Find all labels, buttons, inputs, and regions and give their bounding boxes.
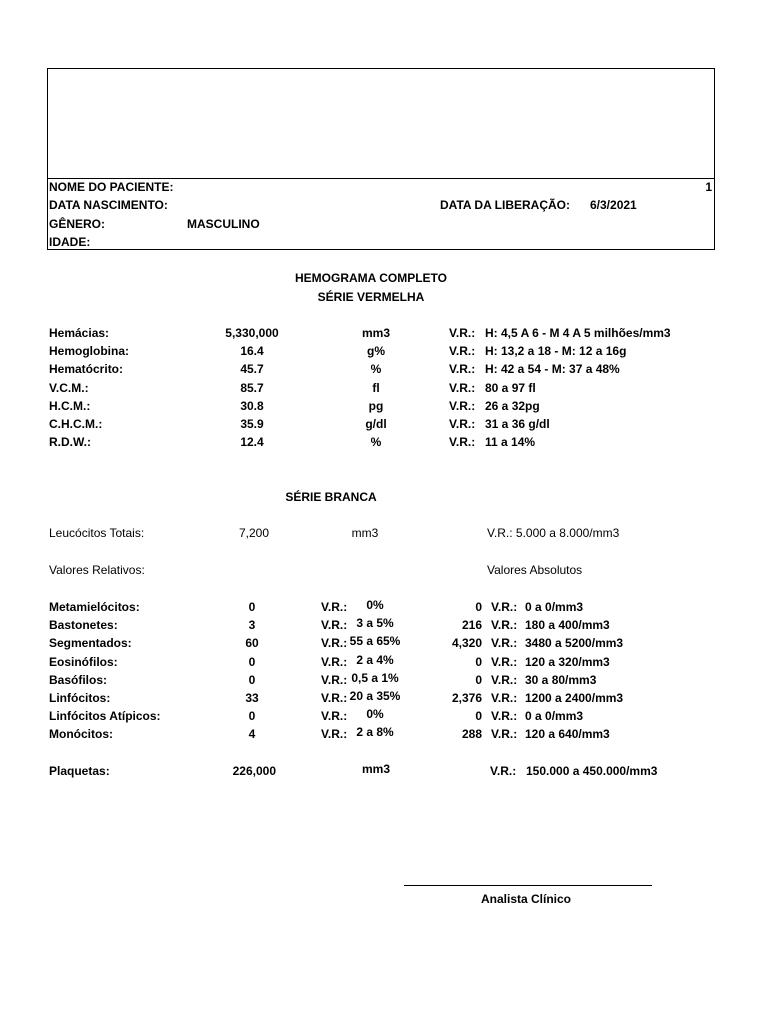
white-row-label: Linfócitos Atípicos: <box>49 709 161 724</box>
white-row-relative-value: 60 <box>245 636 259 651</box>
white-row-vr2-label: V.R.: <box>491 618 518 633</box>
patient-header-box <box>47 68 715 250</box>
white-row-absolute-value: 0 <box>475 709 482 724</box>
red-row-vr-label: V.R.: <box>449 435 476 450</box>
red-row-reference: H: 42 a 54 - M: 37 a 48% <box>485 362 620 377</box>
white-row-label: Segmentados: <box>49 636 132 651</box>
white-row-vr2-label: V.R.: <box>491 636 518 651</box>
white-row-vr2-label: V.R.: <box>491 727 518 742</box>
red-row-label: Hemoglobina: <box>49 344 129 359</box>
white-row-vr2-label: V.R.: <box>491 709 518 724</box>
platelets-vr-label: V.R.: <box>490 764 517 778</box>
white-row-label: Linfócitos: <box>49 691 111 705</box>
white-row-absolute-reference: 1200 a 2400/mm3 <box>525 691 624 705</box>
platelets-value: 226,000 <box>232 764 276 778</box>
white-row-absolute-reference: 120 a 320/mm3 <box>525 654 610 669</box>
white-row-vr-label: V.R.: <box>321 636 348 651</box>
red-row-unit: g/dl <box>365 417 387 431</box>
red-row-value: 16.4 <box>240 344 264 359</box>
red-row-unit: fl <box>372 380 380 395</box>
white-row-absolute-reference: 30 a 80/mm3 <box>525 672 597 687</box>
patient-name-label: NOME DO PACIENTE: <box>49 180 174 194</box>
white-row-vr2-label: V.R.: <box>491 672 518 687</box>
gender-value: MASCULINO <box>187 217 260 231</box>
red-row-unit: % <box>370 362 382 377</box>
white-row-vr-label: V.R.: <box>321 691 348 705</box>
white-row-absolute-reference: 0 a 0/mm3 <box>525 600 584 614</box>
red-row-reference: 31 a 36 g/dl <box>485 417 550 431</box>
white-row-relative-reference: 2 a 8% <box>356 725 394 740</box>
red-row-vr-label: V.R.: <box>449 344 476 359</box>
red-row-reference: 11 a 14% <box>485 435 536 450</box>
red-row-label: C.H.C.M.: <box>49 417 103 431</box>
signature-label: Analista Clínico <box>480 892 572 906</box>
red-row-label: H.C.M.: <box>49 398 91 413</box>
red-row-reference: H: 4,5 A 6 - M 4 A 5 milhões/mm3 <box>485 326 671 340</box>
relative-values-label: Valores Relativos: <box>49 563 145 577</box>
red-row-unit: % <box>370 435 382 450</box>
white-row-vr2-label: V.R.: <box>491 691 518 705</box>
red-row-value: 5,330,000 <box>225 326 279 340</box>
white-row-relative-reference: 0,5 a 1% <box>351 670 399 685</box>
signature-line <box>404 885 652 886</box>
white-row-relative-reference: 2 a 4% <box>356 652 394 667</box>
red-row-label: Hemácias: <box>49 326 110 340</box>
red-row-vr-label: V.R.: <box>449 398 476 413</box>
gender-label: GÊNERO: <box>49 217 106 231</box>
white-row-vr2-label: V.R.: <box>491 654 518 669</box>
red-row-vr-label: V.R.: <box>449 380 476 395</box>
header-divider <box>47 178 715 179</box>
white-row-vr-label: V.R.: <box>321 709 348 724</box>
platelets-label: Plaquetas: <box>49 764 110 778</box>
leukocytes-unit: mm3 <box>351 526 379 540</box>
white-row-label: Monócitos: <box>49 727 113 742</box>
red-row-reference: 80 a 97 fl <box>485 380 536 395</box>
white-row-relative-value: 0 <box>248 672 256 687</box>
red-row-label: R.D.W.: <box>49 435 91 450</box>
leukocytes-reference: V.R.: 5.000 a 8.000/mm3 <box>487 526 620 540</box>
red-row-reference: 26 a 32pg <box>485 398 540 413</box>
page-number: 1 <box>705 180 712 194</box>
white-row-relative-value: 0 <box>248 600 256 614</box>
leukocytes-label: Leucócitos Totais: <box>49 526 145 540</box>
report-title: HEMOGRAMA COMPLETO <box>295 271 447 285</box>
white-row-relative-value: 33 <box>245 691 259 705</box>
white-row-vr-label: V.R.: <box>321 672 348 687</box>
red-row-value: 12.4 <box>240 435 264 450</box>
red-row-vr-label: V.R.: <box>449 326 476 340</box>
white-row-absolute-reference: 3480 a 5200/mm3 <box>525 636 624 651</box>
red-row-unit: pg <box>368 398 384 413</box>
release-date-label: DATA DA LIBERAÇÃO: <box>440 198 570 212</box>
age-label: IDADE: <box>49 235 91 249</box>
red-row-value: 45.7 <box>240 362 264 377</box>
white-row-absolute-reference: 0 a 0/mm3 <box>525 709 584 724</box>
white-series-heading: SÉRIE BRANCA <box>285 490 377 504</box>
release-date-value: 6/3/2021 <box>590 198 637 212</box>
white-row-label: Metamielócitos: <box>49 600 140 614</box>
white-row-relative-value: 3 <box>248 618 256 633</box>
absolute-values-label: Valores Absolutos <box>487 563 583 577</box>
red-row-vr-label: V.R.: <box>449 417 476 431</box>
white-row-absolute-value: 0 <box>475 672 482 687</box>
red-row-unit: g% <box>367 344 385 359</box>
white-row-relative-reference: 0% <box>366 707 384 722</box>
white-row-relative-reference: 20 a 35% <box>349 689 401 703</box>
white-row-absolute-value: 288 <box>461 727 482 742</box>
leukocytes-value: 7,200 <box>238 526 269 540</box>
red-row-label: V.C.M.: <box>49 380 89 395</box>
white-row-absolute-value: 0 <box>475 654 482 669</box>
white-row-label: Eosinófilos: <box>49 654 118 669</box>
white-row-relative-value: 0 <box>248 654 256 669</box>
white-row-vr-label: V.R.: <box>321 600 348 614</box>
red-row-label: Hematócrito: <box>49 362 124 377</box>
white-row-relative-reference: 0% <box>366 598 384 612</box>
red-row-value: 35.9 <box>240 417 264 431</box>
white-row-relative-value: 0 <box>248 709 256 724</box>
white-row-absolute-value: 4,320 <box>451 636 482 651</box>
white-row-vr-label: V.R.: <box>321 618 348 633</box>
white-row-relative-reference: 55 a 65% <box>349 634 401 649</box>
birth-date-label: DATA NASCIMENTO: <box>49 198 168 212</box>
white-row-label: Basófilos: <box>49 672 108 687</box>
white-row-absolute-value: 216 <box>461 618 482 633</box>
platelets-reference: 150.000 a 450.000/mm3 <box>526 764 658 778</box>
platelets-unit: mm3 <box>361 762 390 776</box>
red-row-unit: mm3 <box>361 326 390 340</box>
red-row-vr-label: V.R.: <box>449 362 476 377</box>
white-row-absolute-reference: 180 a 400/mm3 <box>525 618 610 633</box>
white-row-label: Bastonetes: <box>49 618 118 633</box>
white-row-absolute-value: 0 <box>475 600 482 614</box>
red-row-value: 85.7 <box>240 380 264 395</box>
white-row-absolute-value: 2,376 <box>451 691 482 705</box>
white-row-absolute-reference: 120 a 640/mm3 <box>525 727 610 742</box>
white-row-vr2-label: V.R.: <box>491 600 518 614</box>
white-row-relative-value: 4 <box>248 727 256 742</box>
white-row-relative-reference: 3 a 5% <box>356 616 394 631</box>
red-row-value: 30.8 <box>240 398 264 413</box>
red-series-heading: SÉRIE VERMELHA <box>317 290 425 304</box>
white-row-vr-label: V.R.: <box>321 654 348 669</box>
red-row-reference: H: 13,2 a 18 - M: 12 a 16g <box>485 344 627 359</box>
white-row-vr-label: V.R.: <box>321 727 348 742</box>
